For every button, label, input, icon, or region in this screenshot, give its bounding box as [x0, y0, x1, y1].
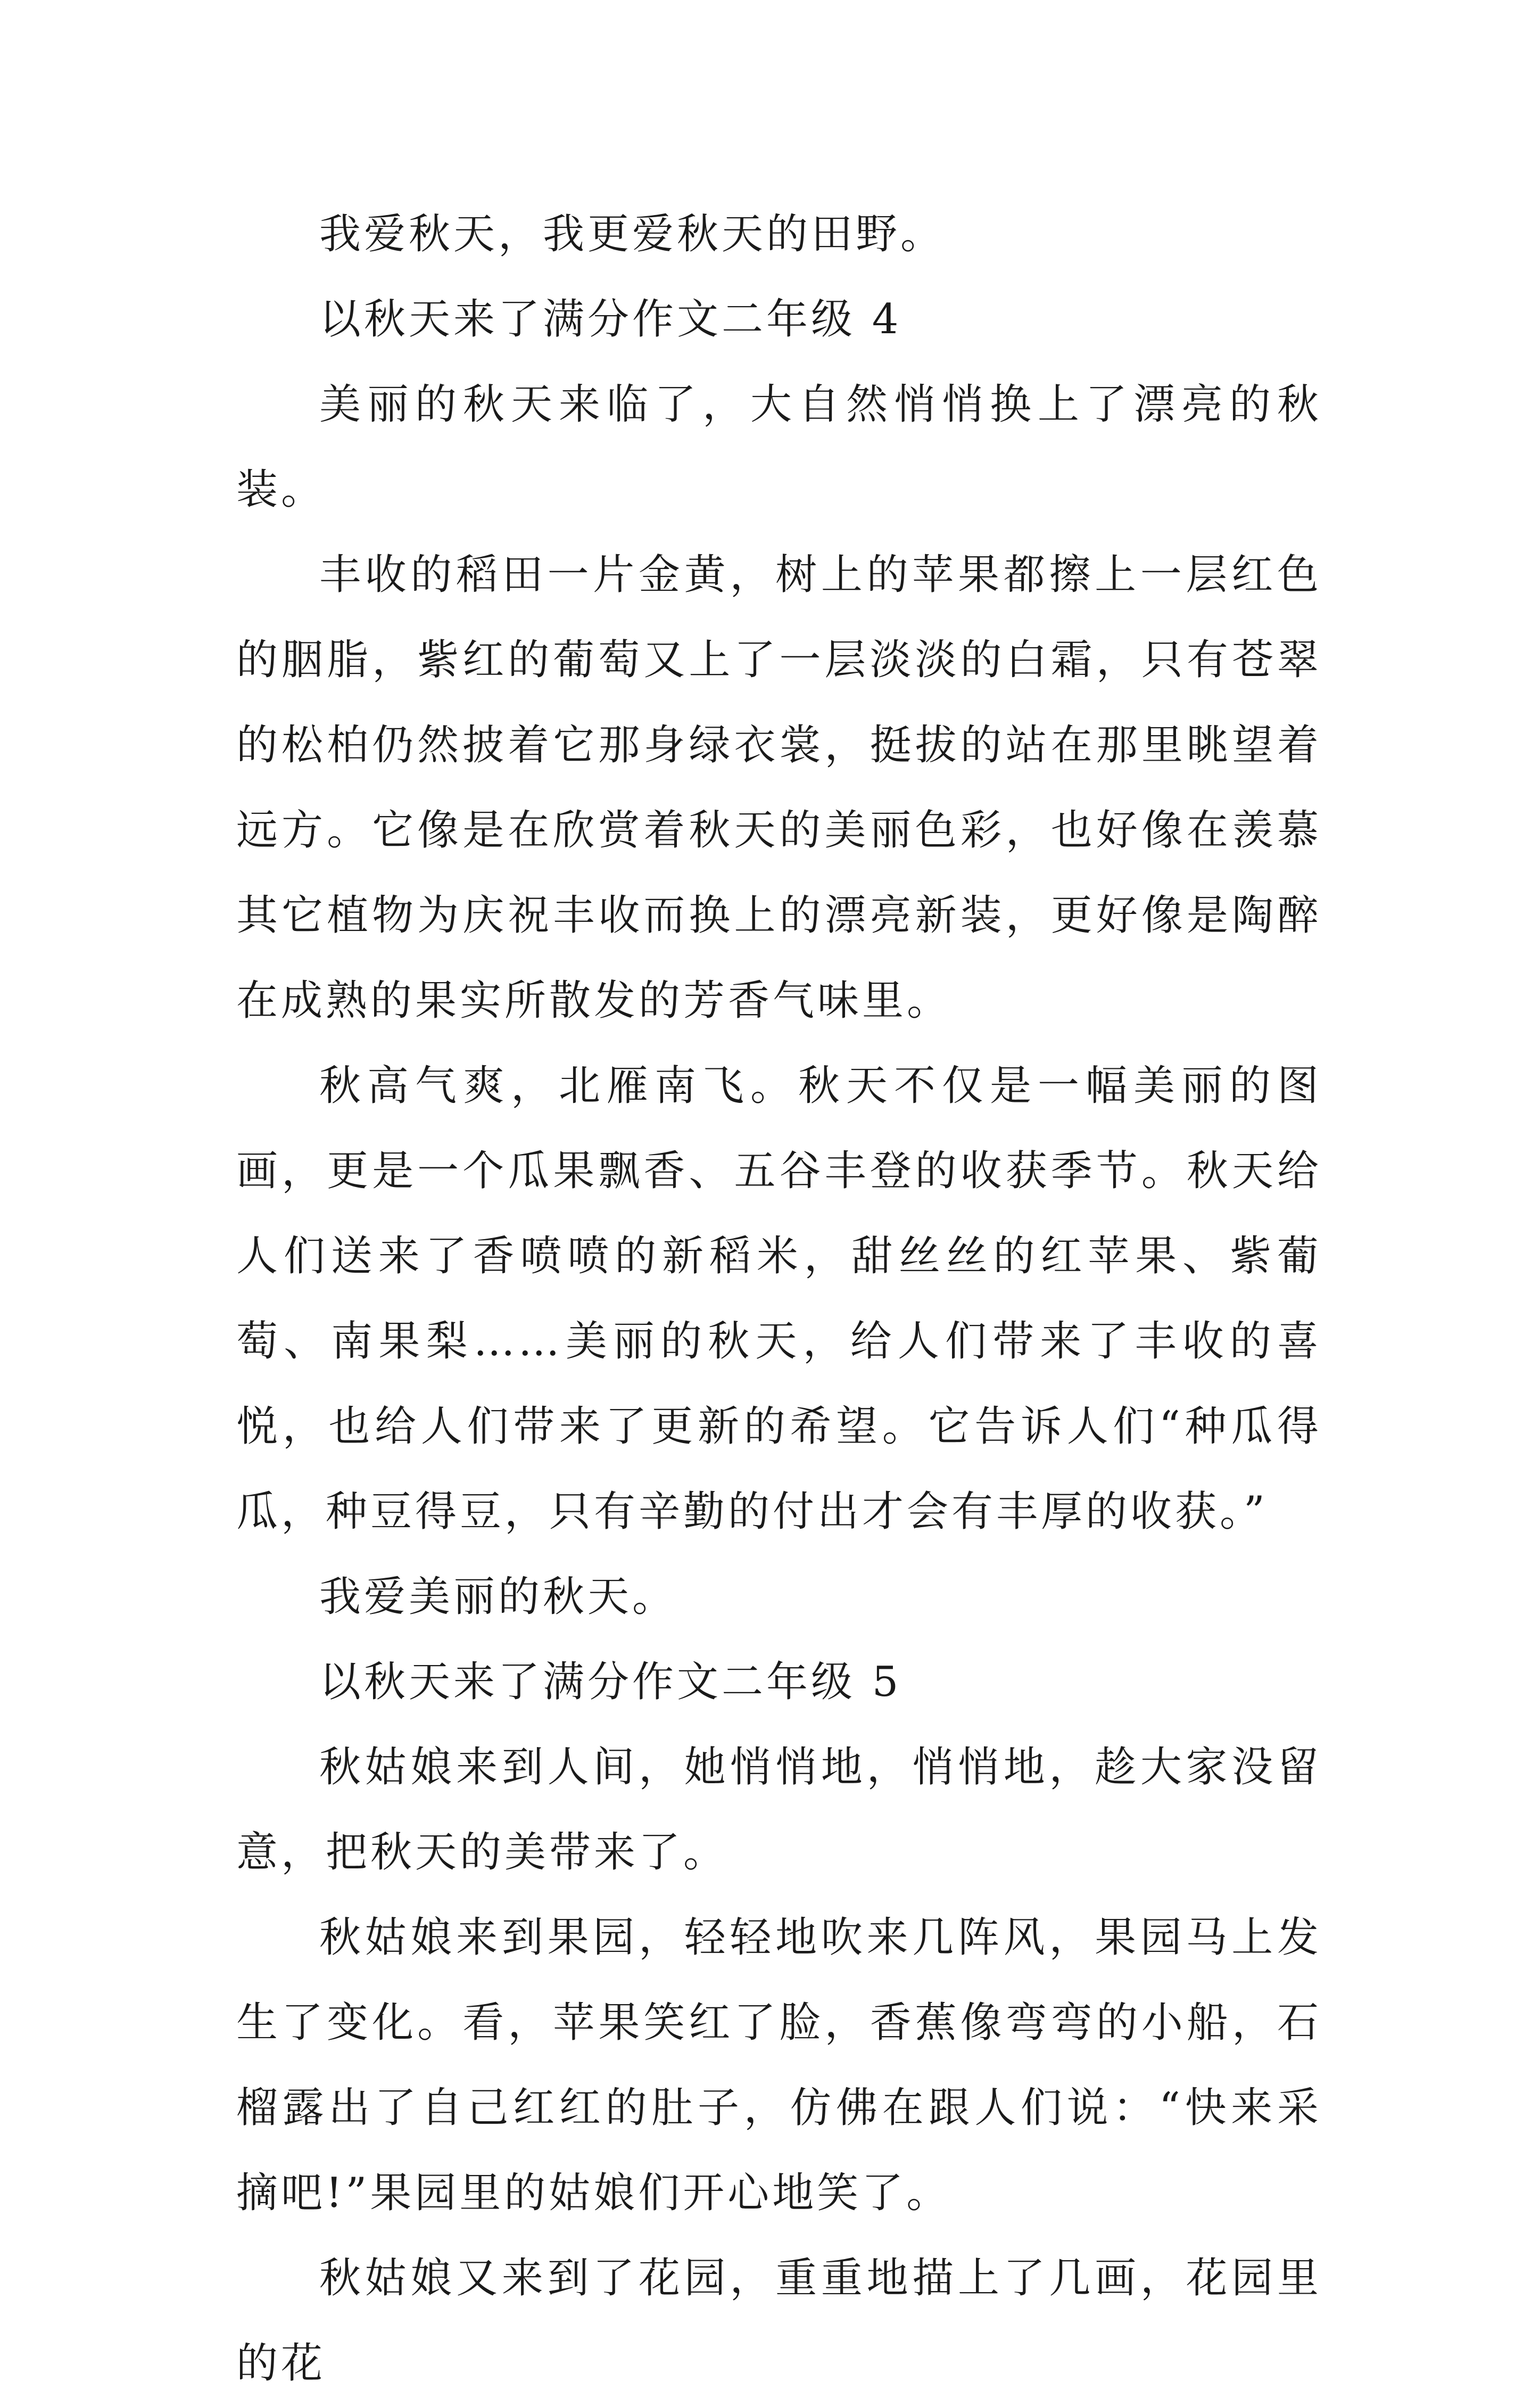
paragraph: 我爱秋天，我更爱秋天的田野。: [319, 210, 946, 258]
paragraph: 秋高气爽，北雁南飞。秋天不仅是一幅美丽的图画，更是一个瓜果飘香、五谷丰登的收获季节。秋天给人们送来了香喷喷的新稻米，甜丝丝的红苹果、紫葡萄、南果梨……美丽的秋天，给人们带来了丰收的喜悦，也给人们带来了更新的希望。它告诉人们“种瓜得瓜，种豆得豆，只有辛勤的付出才会有丰厚的收获。”: [236, 1062, 1322, 1536]
paragraph: 美丽的秋天来临了，大自然悄悄换上了漂亮的秋装。: [236, 381, 1322, 514]
paragraph: 秋姑娘来到人间，她悄悄地，悄悄地，趁大家没留意，把秋天的美带来了。: [236, 1743, 1322, 1876]
paragraph: 我爱美丽的秋天。: [319, 1573, 677, 1621]
document-body: [236, 192, 1322, 2406]
paragraph: 丰收的稻田一片金黄，树上的苹果都擦上一层红色的胭脂，紫红的葡萄又上了一层淡淡的白霜，只有苍翠的松柏仍然披着它那身绿衣裳，挺拔的站在那里眺望着远方。它像是在欣赏着秋天的美丽色彩，也好像在羡慕其它植物为庆祝丰收而换上的漂亮新装，更好像是陶醉在成熟的果实所散发的芳香气味里。: [236, 551, 1322, 1025]
section-heading: 以秋天来了满分作文二年级 4: [319, 295, 902, 343]
paragraph: 秋姑娘又来到了花园，重重地描上了几画，花园里的花: [236, 2254, 1322, 2387]
paragraph: 秋姑娘来到果园，轻轻地吹来几阵风，果园马上发生了变化。看，苹果笑红了脸，香蕉像弯弯的小船，石榴露出了自己红红的肚子，仿佛在跟人们说：“快来采摘吧!”果园里的姑娘们开心地笑了。: [236, 1914, 1322, 2217]
section-heading: 以秋天来了满分作文二年级 5: [319, 1658, 902, 1706]
